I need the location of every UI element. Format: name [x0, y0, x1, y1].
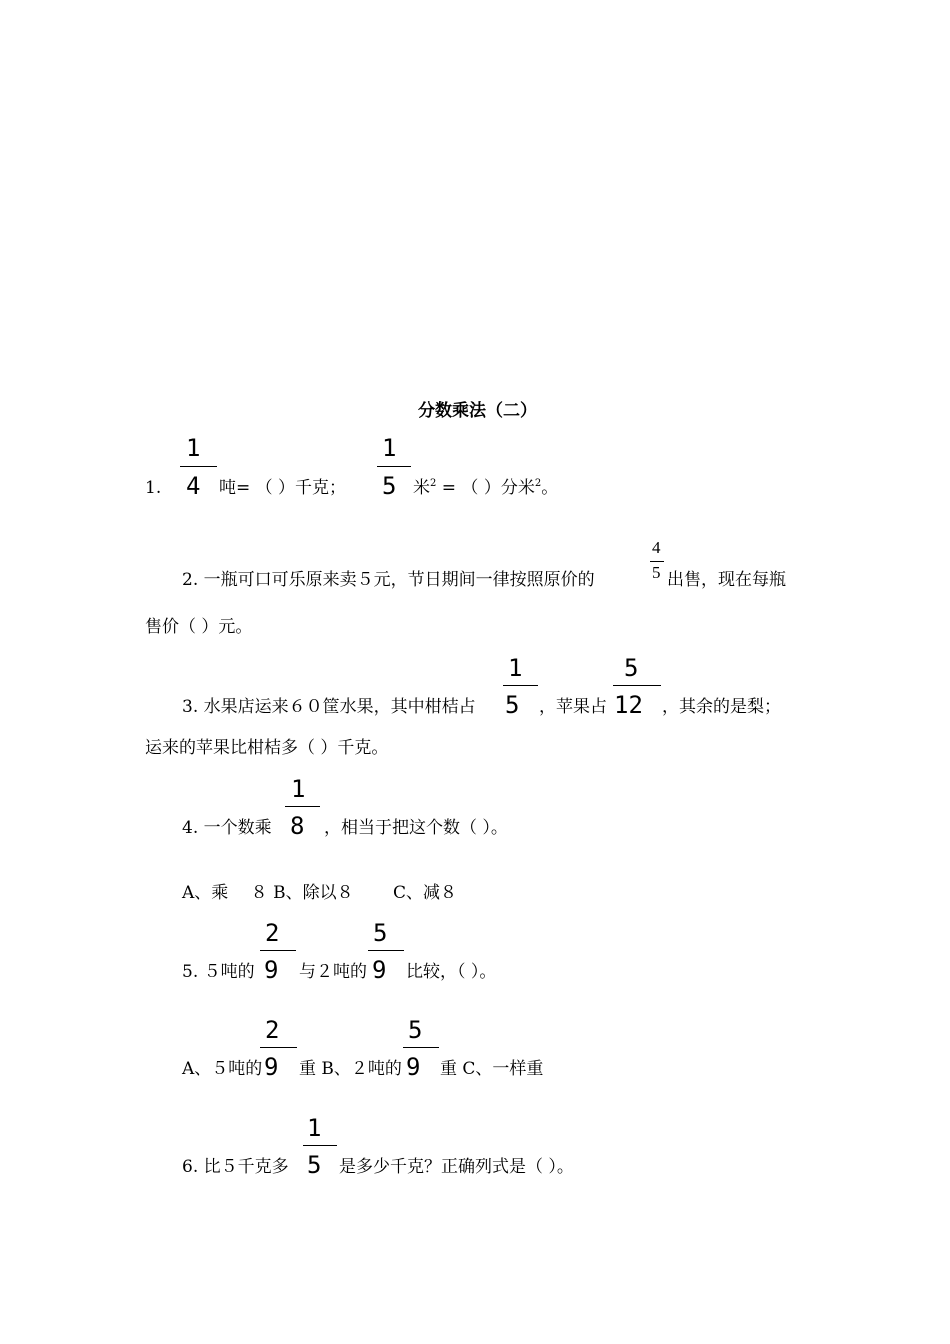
- fraction-numerator: 1: [382, 434, 397, 462]
- question-text: 售价（ ）元。: [145, 617, 253, 637]
- question-text: [413, 478, 558, 501]
- question-text: 4. 一个数乘: [182, 818, 272, 838]
- fraction-bar: [285, 806, 320, 807]
- fraction-bar: [260, 950, 296, 951]
- question-text: 运来的苹果比柑桔多（ ）千克。: [145, 738, 389, 758]
- answer-option-c: 重 C、一样重: [440, 1059, 544, 1079]
- fraction-denominator: 5: [505, 691, 520, 719]
- fraction-denominator: 9: [372, 956, 387, 984]
- fraction-bar: [180, 466, 217, 467]
- fraction-denominator: 9: [406, 1053, 421, 1081]
- question-text: ，其余的是梨；: [662, 697, 781, 717]
- fraction-numerator: 1: [508, 654, 523, 682]
- question-text: 出售，现在每瓶: [667, 570, 786, 590]
- fraction-denominator: 8: [290, 812, 305, 840]
- fraction-numerator: 1: [307, 1114, 322, 1142]
- question-text: 6. 比５千克多: [182, 1157, 289, 1177]
- unit-text: 米: [413, 478, 430, 498]
- question-text: 5. ５吨的: [182, 962, 255, 982]
- superscript: 2: [534, 478, 542, 489]
- fraction-numerator: 2: [265, 1016, 280, 1044]
- fraction-bar: [503, 685, 538, 686]
- fraction-denominator: 5: [652, 563, 661, 582]
- fraction-bar: [613, 685, 661, 686]
- question-text: ，相当于把这个数（ ）。: [324, 818, 508, 838]
- fraction-denominator: 9: [264, 956, 279, 984]
- answer-options: A、乘 ８ B、除以８ C、减８: [182, 883, 457, 903]
- question-text: 与２吨的: [299, 962, 367, 982]
- fraction-bar: [260, 1047, 297, 1048]
- question-text: ，苹果占: [539, 697, 607, 717]
- fraction-denominator: 5: [382, 472, 397, 500]
- fraction-bar: [403, 1047, 439, 1048]
- question-text: 是多少千克？正确列式是（ ）。: [339, 1157, 574, 1177]
- fraction-numerator: 5: [373, 919, 388, 947]
- fraction-numerator: 4: [652, 538, 661, 557]
- fraction-numerator: 1: [291, 775, 306, 803]
- fraction-bar: [650, 561, 664, 562]
- superscript: 2: [430, 478, 437, 489]
- fraction-denominator: 4: [186, 472, 201, 500]
- fraction-denominator: 12: [614, 691, 643, 719]
- question-text: 3. 水果店运来６０筐水果，其中柑桔占: [182, 697, 476, 717]
- fraction-denominator: 9: [264, 1053, 279, 1081]
- fraction-numerator: 5: [408, 1016, 423, 1044]
- fraction-numerator: 2: [265, 919, 280, 947]
- fraction-bar: [377, 466, 411, 467]
- fraction-bar: [368, 950, 404, 951]
- question-text: 吨= （ ）千克；: [219, 478, 347, 498]
- question-number: 1.: [145, 478, 162, 498]
- page-title: 分数乘法（二）: [418, 401, 537, 421]
- fraction-numerator: 1: [186, 434, 201, 462]
- answer-option-a: A、５吨的: [182, 1059, 263, 1079]
- question-text: 2. 一瓶可口可乐原来卖５元，节日期间一律按照原价的: [182, 570, 595, 590]
- blank-text: = （ ）分米: [441, 478, 535, 498]
- answer-option-b: 重 B、２吨的: [299, 1059, 402, 1079]
- fraction-bar: [303, 1145, 337, 1146]
- fraction-denominator: 5: [307, 1151, 322, 1179]
- question-text: 比较，（ ）。: [406, 962, 497, 982]
- end-mark: 。: [541, 478, 559, 498]
- fraction-numerator: 5: [624, 654, 639, 682]
